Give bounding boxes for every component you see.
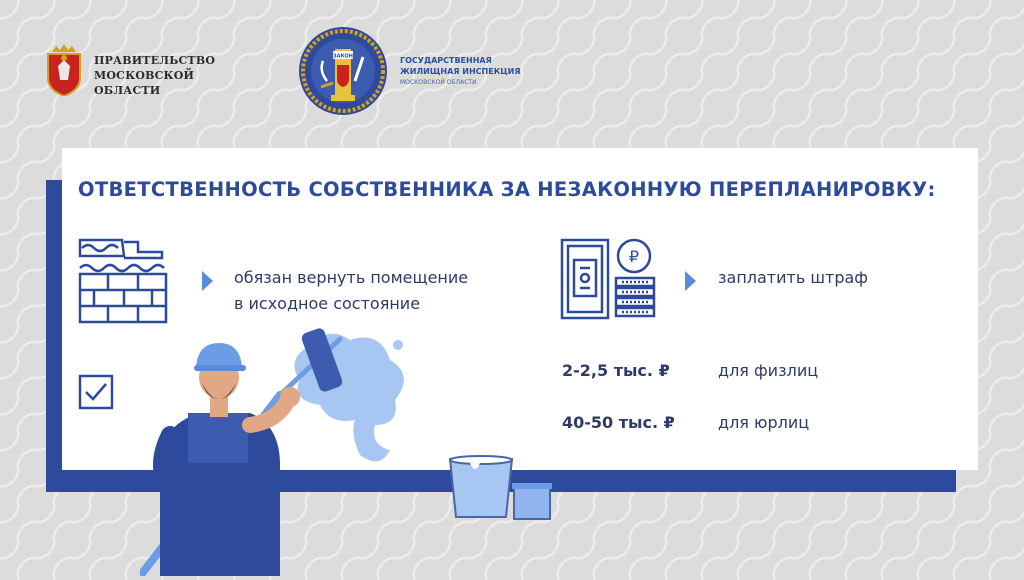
fine-amount-legal-entities: 40-50 тыс. ₽ (562, 413, 675, 432)
government-name (94, 53, 254, 98)
obligation-text-line1: обязан вернуть помещение (234, 268, 469, 287)
emblem-word: ЗАКОН (333, 53, 353, 60)
insp-text-line: ЖИЛИЩНАЯ ИНСПЕКЦИЯ (400, 67, 521, 76)
arrow-right-icon (202, 271, 213, 291)
paint-bucket-illustration (440, 455, 552, 521)
arrow-right-icon (685, 271, 696, 291)
fine-label: заплатить штраф (718, 268, 868, 287)
moscow-region-coat-of-arms-icon (44, 44, 84, 96)
fine-target-individuals: для физлиц (718, 361, 819, 380)
worker-illustration (140, 325, 380, 576)
gov-text-line: ПРАВИТЕЛЬСТВО (94, 54, 216, 67)
checkbox-icon (78, 374, 114, 410)
insp-text-line: ГОСУДАРСТВЕННАЯ (400, 56, 492, 65)
insp-subtitle: МОСКОВСКОЙ ОБЛАСТИ (400, 79, 477, 86)
gov-text-line: ОБЛАСТИ (94, 84, 161, 97)
money-banknote-coins-icon (560, 238, 656, 322)
gov-text-line: МОСКОВСКОЙ (94, 69, 195, 82)
svg-text:₽: ₽ (628, 247, 640, 266)
fine-target-legal-entities: для юрлиц (718, 413, 810, 432)
housing-inspection-emblem-icon (297, 25, 389, 117)
obligation-text-line2: в исходное состояние (234, 294, 421, 313)
card-title: ОТВЕТСТВЕННОСТЬ СОБСТВЕННИКА ЗА НЕЗАКОННУЮ ПЕРЕПЛАНИРОВКУ: (78, 178, 936, 201)
fine-amount-individuals: 2-2,5 тыс. ₽ (562, 361, 670, 380)
inspection-name (400, 55, 580, 88)
brick-wall-icon (78, 238, 170, 324)
